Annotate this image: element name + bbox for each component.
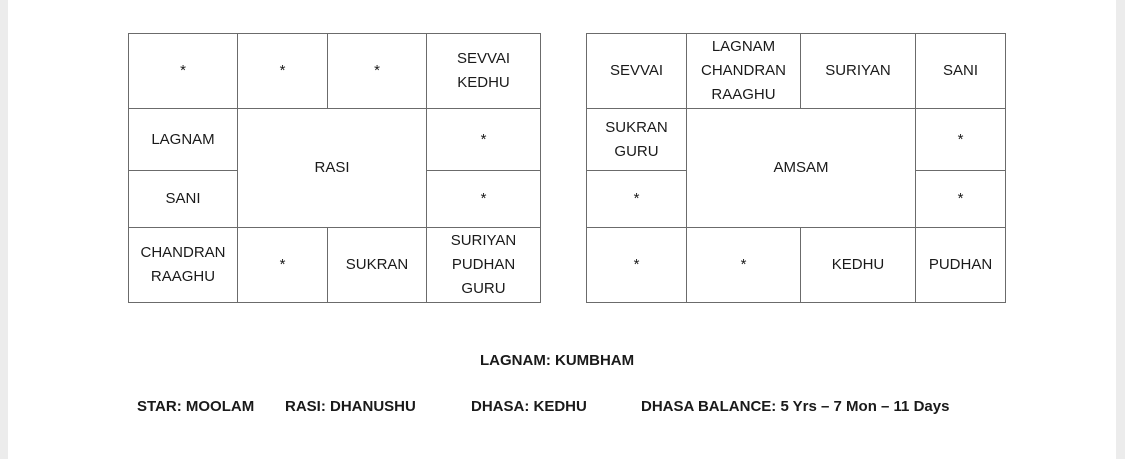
rasi-cell-bottom-2 xyxy=(238,228,328,303)
cell-text-line: KEDHU xyxy=(831,256,885,273)
amsam-cell-left-1 xyxy=(587,109,687,171)
rasi-cell-top-3 xyxy=(328,34,427,109)
rasi-cell-right-1 xyxy=(427,109,541,171)
dhasa-balance-detail: DHASA BALANCE: 5 Yrs – 7 Mon – 11 Days xyxy=(641,398,950,415)
cell-text-line: * xyxy=(957,190,964,207)
amsam-cell-top-1 xyxy=(587,34,687,109)
amsam-cell-bottom-4 xyxy=(916,228,1006,303)
cell-text-line: CHANDRAN xyxy=(700,62,786,79)
rasi-cell-top-1 xyxy=(129,34,238,109)
cell-text-line: GURU xyxy=(614,142,659,160)
cell-text-line: LAGNAM xyxy=(711,38,776,55)
rasi-cell-top-4 xyxy=(427,34,541,109)
rasi-cell-bottom-3 xyxy=(328,228,427,303)
rasi-detail: RASI: DHANUSHU xyxy=(285,398,416,415)
amsam-cell-bottom-1 xyxy=(587,228,687,303)
cell-text-line: SUKRAN xyxy=(345,256,409,273)
cell-text-line: * xyxy=(633,190,640,207)
cell-text-line: * xyxy=(480,190,487,207)
dhasa-detail: DHASA: KEDHU xyxy=(471,398,587,415)
rasi-cell-top-2 xyxy=(238,34,328,109)
rasi-cell-left-2 xyxy=(129,171,238,228)
cell-text-line: LAGNAM xyxy=(151,130,215,148)
cell-text-line: PUDHAN xyxy=(451,256,516,273)
cell-text-line: RAAGHU xyxy=(711,86,776,103)
rasi-cell-bottom-4 xyxy=(427,228,541,303)
cell-text-line: * xyxy=(480,130,487,148)
amsam-cell-bottom-3 xyxy=(801,228,916,303)
amsam-cell-top-3 xyxy=(801,34,916,109)
cell-text-line: * xyxy=(180,62,186,79)
cell-text-line: SEVVAI xyxy=(609,62,664,79)
amsam-cell-top-2 xyxy=(687,34,801,109)
cell-text-line: * xyxy=(374,62,380,79)
amsam-cell-left-2 xyxy=(587,171,687,228)
rasi-chart xyxy=(128,33,541,303)
cell-text-line: SURIYAN xyxy=(450,232,517,249)
rasi-cell-right-2 xyxy=(427,171,541,228)
lagnam-detail: LAGNAM: KUMBHAM xyxy=(480,352,635,369)
star-detail: STAR: MOOLAM xyxy=(137,398,255,415)
cell-text-line: SANI xyxy=(942,62,978,79)
rasi-cell-bottom-1 xyxy=(129,228,238,303)
cell-text-line: RAAGHU xyxy=(150,268,216,285)
amsam-cell-bottom-2 xyxy=(687,228,801,303)
cell-text-line: SURIYAN xyxy=(825,62,891,79)
amsam-chart-label: AMSAM xyxy=(687,109,916,228)
cell-text-line: * xyxy=(279,256,286,273)
cell-text-line: CHANDRAN xyxy=(140,244,226,261)
cell-text-line: SEVVAI xyxy=(456,50,511,67)
cell-text-line: KEDHU xyxy=(457,74,510,91)
cell-text-line: SANI xyxy=(165,190,201,207)
document-page xyxy=(8,0,1116,459)
amsam-cell-right-1 xyxy=(916,109,1006,171)
cell-text-line: GURU xyxy=(461,280,506,297)
cell-text-line: PUDHAN xyxy=(928,256,993,273)
cell-text-line: * xyxy=(957,130,964,148)
amsam-chart xyxy=(586,33,1006,303)
cell-text-line: * xyxy=(633,256,640,273)
rasi-chart-label: RASI xyxy=(238,109,427,228)
amsam-cell-top-4 xyxy=(916,34,1006,109)
cell-text-line: * xyxy=(279,62,286,79)
cell-text-line: SUKRAN xyxy=(605,118,668,136)
rasi-cell-left-1 xyxy=(129,109,238,171)
amsam-cell-right-2 xyxy=(916,171,1006,228)
cell-text-line: * xyxy=(740,256,747,273)
